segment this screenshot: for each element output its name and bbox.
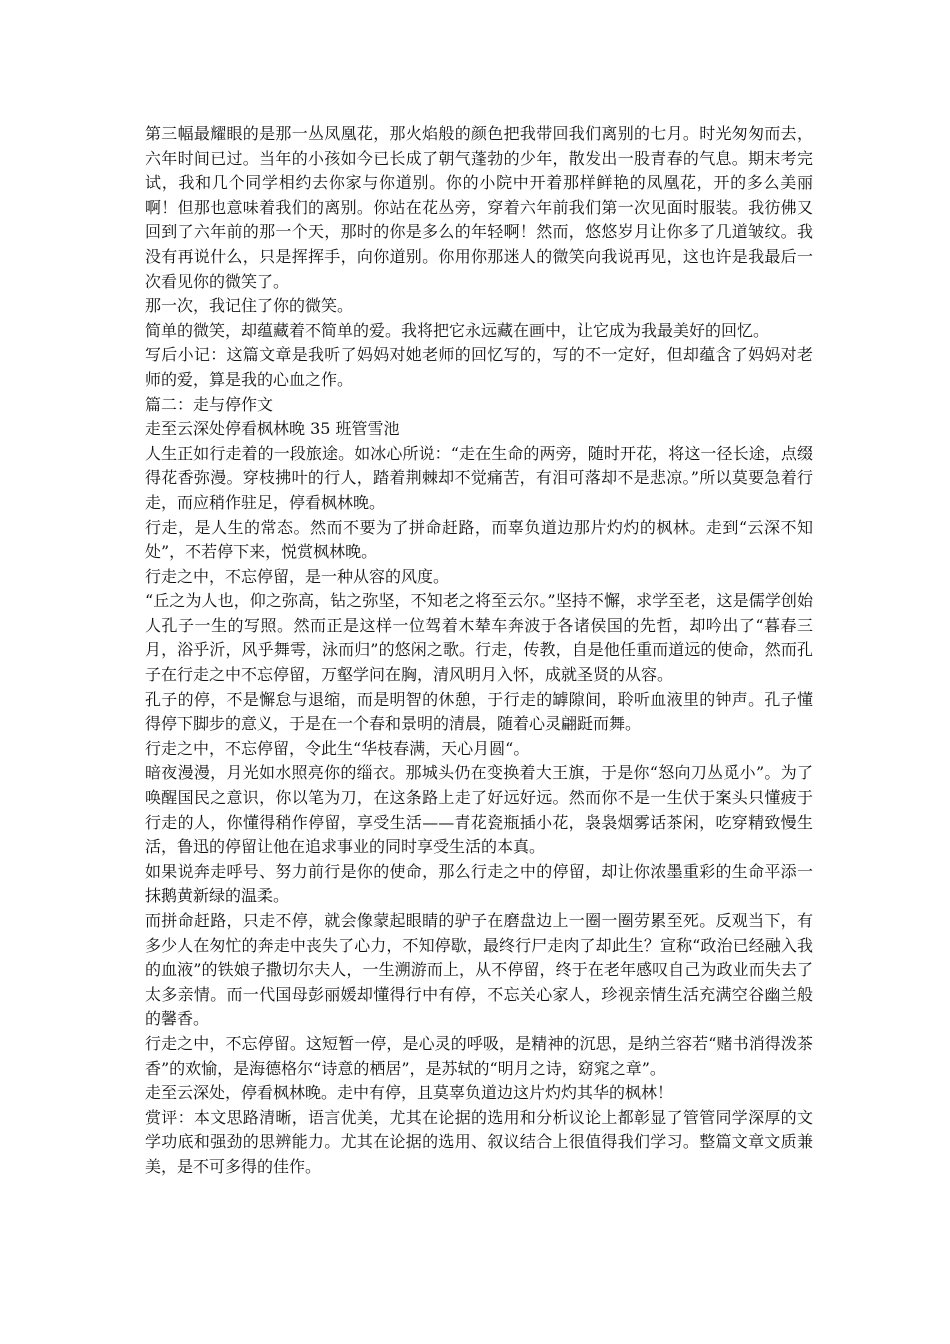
paragraph-simple-smile: 简单的微笑，却蕴藏着不简单的爱。我将把它永远藏在画中，让它成为我最美好的回忆。 — [145, 320, 770, 340]
document-body — [145, 122, 813, 1180]
paragraph-review: 赏评：本文思路清晰，语言优美，尤其在论据的选用和分析议论上都彰显了管管同学深厚的文学功底和强劲的思辨能力。尤其在论据的选用、叙议结合上很值得我们学习。整篇文章文质兼美，是不可多得的佳作。 — [145, 1107, 813, 1176]
paragraph-counterexample: 而拼命赶路，只走不停，就会像蒙起眼睛的驴子在磨盘边上一圈一圈劳累至死。反观当下，有多少人在匆忙的奔走中丧失了心力，不知停歇，最终行尸走肉了却此生？宣称“政治已经融入我的血液”的铁娘子撒切尔夫人，一生溯游而上，从不停留，终于在老年感叹自己为政业而失去了太多亲情。而一代国母彭丽媛却懂得行中有停，不忘关心家人，珍视亲情生活充满空谷幽兰般的馨香。 — [145, 911, 813, 1029]
paragraph-confucius-stop: 孔子的停，不是懈怠与退缩，而是明智的休憩，于行走的罅隙间，聆听血液里的钟声。孔子懂得停下脚步的意义，于是在一个春和景明的清晨，随着心灵翩跹而舞。 — [145, 689, 813, 734]
paragraph-thesis-2: 行走之中，不忘停留，令此生“华枝春满，天心月圆“。 — [145, 738, 530, 758]
section-heading: 篇二：走与停作文 — [145, 394, 274, 414]
paragraph-remember-smile: 那一次，我记住了你的微笑。 — [145, 296, 354, 316]
paragraph-mission: 如果说奔走呼号、努力前行是你的使命，那么行走之中的停留，却让你浓墨重彩的生命平添一抹鹅黄新绿的温柔。 — [145, 861, 813, 906]
paragraph-intro: 人生正如行走着的一段旅途。如冰心所说：“走在生命的两旁，随时开花，将这一径长途，点缀得花香弥漫。穿枝拂叶的行人，踏着荆棘却不觉痛苦，有泪可落却不是悲凉。”所以莫要急着行走，而应稍作驻足，停看枫林晚。 — [145, 443, 813, 512]
paragraph-confucius: “丘之为人也，仰之弥高，钻之弥坚，不知老之将至云尔。”坚持不懈，求学至老，这是儒学创始人孔子一生的写照。然而正是这样一位驾着木辇车奔波于各诸侯国的先哲，却吟出了“暮春三月，浴乎沂，风乎舞雩，泳而归”的悠闲之歌。行走，传教，自是他任重而道远的使命，然而孔子在行走之中不忘停留，万壑学问在胸，清风明月入怀，成就圣贤的从容。 — [145, 591, 813, 685]
paragraph-afterword: 写后小记：这篇文章是我听了妈妈对她老师的回忆写的，写的不一定好，但却蕴含了妈妈对老师的爱，算是我的心血之作。 — [145, 345, 813, 389]
paragraph-luxun: 暗夜漫漫，月光如水照亮你的缁衣。那城头仍在变换着大王旗，于是你“怒向刀丛觅小”。为了唤醒国民之意识，你以笔为刀，在这条路上走了好远好远。然而你不是一生伏于案头只懂疲于行走的人，你懂得稍作停留，享受生活——青花瓷瓶插小花，袅袅烟雾话茶闲，吃穿精致慢生活，鲁迅的停留让他在追求事业的同时享受生活的本真。 — [145, 763, 813, 857]
paragraph-thesis-3: 行走之中，不忘停留。这短暂一停，是心灵的呼吸，是精神的沉思，是纳兰容若“赌书消得泼茶香”的欢愉，是海德格尔“诗意的栖居”，是苏轼的“明月之诗，窈窕之章”。 — [145, 1033, 813, 1078]
paragraph-walking: 行走，是人生的常态。然而不要为了拼命赶路，而辜负道边那片灼灼的枫林。走到“云深不知处”，不若停下来，悦赏枫林晚。 — [145, 517, 813, 562]
paragraph-thesis-1: 行走之中，不忘停留，是一种从容的风度。 — [145, 566, 450, 586]
paragraph-phoenix-flower: 第三幅最耀眼的是那一丛凤凰花，那火焰般的颜色把我带回我们离别的七月。时光匆匆而去，六年时间已过。当年的小孩如今已长成了朝气蓬勃的少年，散发出一股青春的气息。期末考完试，我和几个同学相约去你家与你道别。你的小院中开着那样鲜艳的凤凰花，开的多么美丽啊！但那也意味着我们的离别。你站在花丛旁，穿着六年前我们第一次见面时服装。我彷佛又回到了六年前的那一个天，那时的你是多么的年轻啊！然而，悠悠岁月让你多了几道皱纹。我没有再说什么，只是挥挥手，向你道别。你用你那迷人的微笑向我说再见，这也许是我最后一次看见你的微笑了。 — [145, 124, 813, 291]
paragraph-conclusion: 走至云深处，停看枫林晚。走中有停，且莫辜负道边这片灼灼其华的枫林！ — [145, 1083, 674, 1103]
essay-title-author: 走至云深处停看枫林晚 35 班管雪池 — [145, 419, 400, 439]
